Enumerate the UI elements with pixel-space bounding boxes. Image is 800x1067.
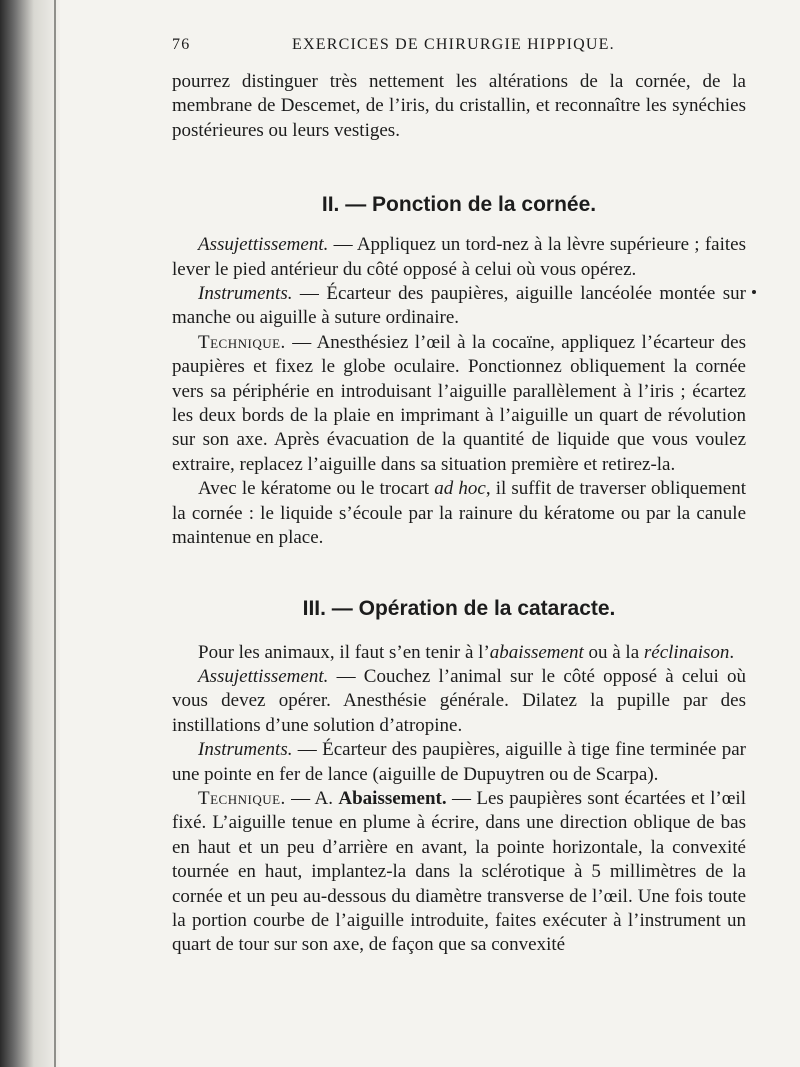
s3-paragraph-instruments	[172, 738, 746, 787]
s3-abaissement-heading: Abaissement.	[338, 787, 447, 809]
s3-intro-text-b: ou à la	[583, 641, 644, 663]
s2-assujettissement-lead: Assujettissement.	[198, 234, 329, 256]
running-title: EXERCICES DE CHIRURGIE HIPPIQUE.	[292, 36, 615, 53]
s3-paragraph-assujettissement	[172, 665, 746, 738]
running-header	[172, 36, 746, 70]
s3-instruments-text: — Écarteur des paupières, aiguille à tige fine terminée par une pointe en fer de lance (aiguille de Dupuytren ou de Scarpa).	[172, 739, 746, 785]
s3-technique-mid: — A.	[285, 787, 339, 809]
s3-paragraph-intro	[172, 641, 746, 665]
section-ii-title: II. — Ponction de la cornée.	[321, 193, 597, 217]
s2-technique-text: — Anesthésiez l’œil à la cocaïne, appliquez l’écarteur des paupières et fixez le globe oculaire. Ponctionnez obliquement la cornée vers sa périphérie en introduisant l’aiguille parallèlement à l’iris ; écartez les deux bords de la plaie en imprimant à l’aiguille un quart de révolution sur son axe. Après évacuation de la quantité de liquide que vous voulez extraire, replacez l’aiguille dans sa situation première et retirez-la.	[172, 331, 746, 475]
section-iii-title: III. — Opération de la cataracte.	[302, 596, 616, 620]
s2-instruments-lead: Instruments.	[198, 283, 293, 305]
intro-paragraph: pourrez distinguer très nettement les altérations de la cornée, de la membrane de Descemet, de l’iris, du cristallin, et reconnaître les synéchies postérieures ou leurs vestiges.	[172, 71, 746, 141]
s2-keratome-text-a: Avec le kératome ou le trocart	[198, 478, 435, 500]
s2-paragraph-instruments	[172, 282, 746, 331]
s2-assujettissement-text: — Appliquez un tord-nez à la lèvre supérieure ; faites lever le pied antérieur du côté opposé à celui où vous opérez.	[172, 234, 746, 280]
s2-paragraph-assujettissement	[172, 233, 746, 282]
s2-keratome-italic: ad hoc	[434, 478, 486, 500]
s2-instruments-text: — Écarteur des paupières, aiguille lancéolée montée sur manche ou aiguille à suture ordinaire.	[172, 283, 746, 329]
s3-technique-text: — Les paupières sont écartées et l’œil fixé. L’aiguille tenue en plume à écrire, dans une direction oblique de bas en haut et un peu d’arrière en avant, la pointe horizontale, la convexité tournée en haut, implantez-la dans la sclérotique à 5 millimètres de la cornée et un peu au-dessous du diamètre transverse de l’œil. Une fois toute la portion courbe de l’aiguille introduite, faites exécuter à l’instrument un quart de tour sur son axe, de façon que sa convexité	[172, 787, 746, 956]
book-spine-shadow	[0, 0, 60, 1067]
s3-paragraph-technique	[172, 787, 746, 958]
s3-intro-text-c: .	[729, 641, 735, 663]
book-page	[172, 36, 746, 958]
s2-paragraph-keratome	[172, 477, 746, 550]
s3-assujettissement-text: — Couchez l’animal sur le côté opposé à celui où vous devez opérer. Anesthésie générale. Dilatez la pupille par des instillations d’une solution d’atropine.	[172, 665, 746, 736]
s2-keratome-text-b: , il suffit de traverser obliquement la cornée : le liquide s’écoule par la rainure du kératome ou par la canule maintenue en place.	[172, 478, 746, 549]
page-gutter-line	[54, 0, 56, 1067]
margin-mark	[752, 290, 756, 294]
s3-intro-italic-1: abaissement	[489, 641, 584, 663]
s3-technique-lead: Technique.	[198, 787, 286, 809]
s3-intro-italic-2: réclinaison	[643, 641, 730, 663]
s3-assujettissement-lead: Assujettissement.	[198, 665, 329, 687]
page-number: 76	[172, 36, 191, 53]
s2-technique-lead: Technique.	[198, 331, 286, 353]
s2-paragraph-technique	[172, 331, 746, 477]
s3-intro-text-a: Pour les animaux, il faut s’en tenir à l’	[198, 641, 490, 663]
s3-instruments-lead: Instruments.	[198, 739, 293, 761]
